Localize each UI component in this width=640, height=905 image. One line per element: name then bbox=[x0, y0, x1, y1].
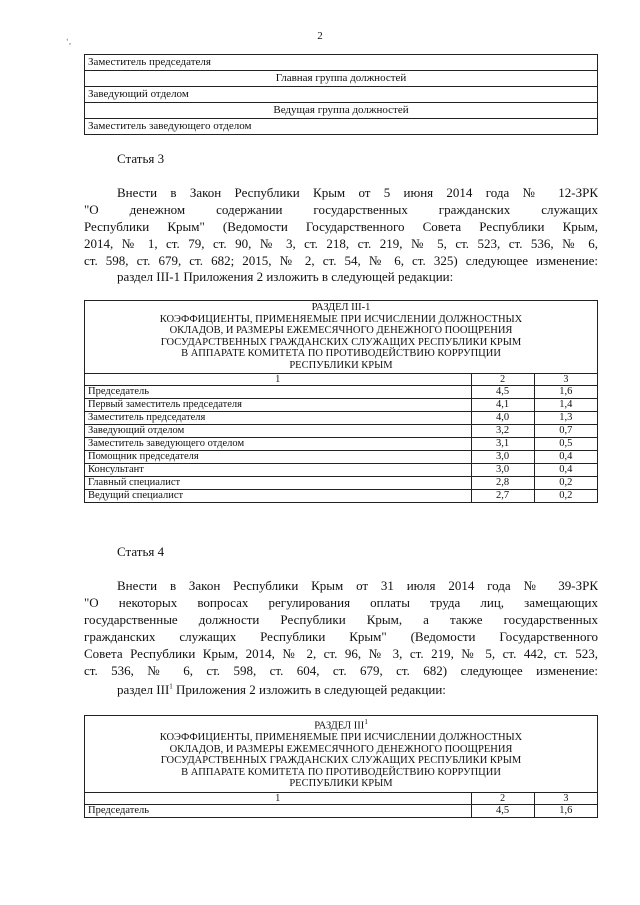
bonus-cell: 1,3 bbox=[534, 412, 597, 425]
article-4-line: Внести в Закон Республики Крым от 31 июля 2014 года № 39-ЗРК bbox=[117, 578, 598, 593]
table-section-number: РАЗДЕЛ III-1 bbox=[311, 302, 371, 313]
table-section-number bbox=[87, 717, 595, 732]
bonus-cell: 0,2 bbox=[534, 477, 597, 490]
table-title-line: ГОСУДАРСТВЕННЫХ ГРАЖДАНСКИХ СЛУЖАЩИХ РЕСПУБЛИКИ КРЫМ bbox=[160, 336, 522, 348]
column-header: 2 bbox=[471, 792, 534, 804]
table-row bbox=[85, 71, 598, 87]
table-row bbox=[85, 399, 598, 412]
bonus-cell: 0,7 bbox=[534, 425, 597, 438]
coefficient-cell: 4,5 bbox=[471, 804, 534, 817]
bonus-cell: 0,5 bbox=[534, 438, 597, 451]
coefficient-cell: 2,8 bbox=[471, 477, 534, 490]
table-row bbox=[85, 477, 598, 490]
section-label: РАЗДЕЛ III bbox=[314, 720, 365, 732]
table-row bbox=[85, 412, 598, 425]
table-title-line: ОКЛАДОВ, И РАЗМЕРЫ ЕЖЕМЕСЯЧНОГО ДЕНЕЖНОГО ПООЩРЕНИЯ bbox=[169, 325, 513, 336]
article-4-line: "О некоторых вопросах регулирования оплаты труда лиц, замещающих bbox=[84, 595, 598, 610]
article-4-line: гражданских служащих Республики Крым" (Ведомости Государственного bbox=[84, 629, 598, 644]
position-cell: Заместитель председателя bbox=[85, 412, 472, 425]
group-heading-cell: Ведущая группа должностей bbox=[85, 103, 598, 119]
table-row bbox=[85, 464, 598, 477]
column-header: 1 bbox=[85, 374, 472, 386]
position-cell: Заместитель заведующего отделом bbox=[85, 438, 472, 451]
superscript: 1 bbox=[364, 718, 368, 726]
column-header: 1 bbox=[85, 792, 472, 804]
table-row bbox=[85, 804, 598, 817]
article-3-line: Республики Крым" (Ведомости Государственного Совета Республики Крым, bbox=[84, 219, 598, 234]
bonus-cell: 1,6 bbox=[534, 804, 597, 817]
table-title-line: В АППАРАТЕ КОМИТЕТА ПО ПРОТИВОДЕЙСТВИЮ КОРРУПЦИИ bbox=[181, 348, 501, 359]
article-3-heading: Статья 3 bbox=[117, 151, 165, 166]
column-header: 3 bbox=[534, 792, 597, 804]
positions-table-continued bbox=[84, 54, 598, 135]
table-row bbox=[85, 425, 598, 438]
table-row bbox=[85, 451, 598, 464]
coefficient-cell: 4,1 bbox=[471, 399, 534, 412]
article-4-line: государственные должности Республики Крым, а также государственных bbox=[84, 612, 598, 627]
superscript: 1 bbox=[169, 682, 173, 691]
table-row bbox=[85, 103, 598, 119]
coefficient-cell: 2,7 bbox=[471, 490, 534, 503]
bonus-cell: 1,4 bbox=[534, 399, 597, 412]
table-title-cell bbox=[85, 716, 598, 793]
table-row bbox=[85, 438, 598, 451]
table-cell: Заместитель заведующего отделом bbox=[85, 119, 598, 135]
coefficient-cell: 4,5 bbox=[471, 386, 534, 399]
table-title-line: РЕСПУБЛИКИ КРЫМ bbox=[289, 778, 393, 789]
article-4-heading: Статья 4 bbox=[117, 544, 165, 559]
bonus-cell: 0,4 bbox=[534, 464, 597, 477]
position-cell: Первый заместитель председателя bbox=[85, 399, 472, 412]
table-title-line: КОЭФФИЦИЕНТЫ, ПРИМЕНЯЕМЫЕ ПРИ ИСЧИСЛЕНИИ ДОЛЖНОСТНЫХ bbox=[159, 732, 523, 743]
article-3-line: Внести в Закон Республики Крым от 5 июня 2014 года № 12-ЗРК bbox=[117, 185, 598, 200]
table-row bbox=[85, 55, 598, 71]
table-row bbox=[85, 87, 598, 103]
position-cell: Председатель bbox=[85, 386, 472, 399]
bonus-cell: 0,4 bbox=[534, 451, 597, 464]
table-title-line: ОКЛАДОВ, И РАЗМЕРЫ ЕЖЕМЕСЯЧНОГО ДЕНЕЖНОГО ПООЩРЕНИЯ bbox=[169, 743, 513, 755]
coefficient-cell: 4,0 bbox=[471, 412, 534, 425]
table-row bbox=[85, 386, 598, 399]
position-cell: Консультант bbox=[85, 464, 472, 477]
table-title-line: КОЭФФИЦИЕНТЫ, ПРИМЕНЯЕМЫЕ ПРИ ИСЧИСЛЕНИИ ДОЛЖНОСТНЫХ bbox=[159, 313, 523, 325]
table-title-cell bbox=[85, 301, 598, 374]
article-4-instruction bbox=[117, 682, 446, 698]
article-3-instruction: раздел III-1 Приложения 2 изложить в следующей редакции: bbox=[117, 269, 454, 284]
coefficients-table-3-sup1 bbox=[84, 715, 598, 818]
table-title-line: РЕСПУБЛИКИ КРЫМ bbox=[289, 359, 393, 371]
scan-mark: ‘‚ bbox=[66, 37, 72, 46]
position-cell: Ведущий специалист bbox=[85, 490, 472, 503]
column-header: 2 bbox=[471, 374, 534, 386]
table-title-line: ГОСУДАРСТВЕННЫХ ГРАЖДАНСКИХ СЛУЖАЩИХ РЕСПУБЛИКИ КРЫМ bbox=[160, 755, 522, 766]
coefficients-table-3-1 bbox=[84, 300, 598, 503]
table-row bbox=[85, 490, 598, 503]
article-4-body bbox=[84, 577, 598, 679]
position-cell: Заведующий отделом bbox=[85, 425, 472, 438]
article-3-line: "О денежном содержании государственных гражданских служащих bbox=[84, 202, 598, 217]
article-4-line: Совета Республики Крым, 2014, № 2, ст. 96, № 3, ст. 219, № 5, ст. 442, ст. 523, bbox=[84, 646, 598, 661]
coefficient-cell: 3,0 bbox=[471, 451, 534, 464]
page-number: 2 bbox=[317, 30, 323, 42]
instruction-text: раздел III bbox=[117, 682, 170, 697]
bonus-cell: 1,6 bbox=[534, 386, 597, 399]
table-title-line: В АППАРАТЕ КОМИТЕТА ПО ПРОТИВОДЕЙСТВИЮ КОРРУПЦИИ bbox=[181, 766, 501, 778]
table-row bbox=[85, 119, 598, 135]
table-cell: Заместитель председателя bbox=[85, 55, 598, 71]
article-4-line: ст. 536, № 6, ст. 598, ст. 604, ст. 679, ст. 682) следующее изменение: bbox=[84, 663, 598, 678]
position-cell: Помощник председателя bbox=[85, 451, 472, 464]
bonus-cell: 0,2 bbox=[534, 490, 597, 503]
instruction-text: Приложения 2 изложить в следующей редакции: bbox=[172, 682, 446, 697]
coefficient-cell: 3,0 bbox=[471, 464, 534, 477]
article-3-line: ст. 598, ст. 679, ст. 682; 2015, № 2, ст. 54, № 6, ст. 325) следующее изменение: bbox=[84, 253, 598, 268]
position-cell: Главный специалист bbox=[85, 477, 472, 490]
coefficient-cell: 3,1 bbox=[471, 438, 534, 451]
column-header: 3 bbox=[534, 374, 597, 386]
article-3-line: 2014, № 1, ст. 79, ст. 90, № 3, ст. 218, ст. 219, № 5, ст. 523, ст. 536, № 6, bbox=[84, 236, 598, 251]
position-cell: Председатель bbox=[85, 804, 472, 817]
group-heading-cell: Главная группа должностей bbox=[85, 71, 598, 87]
article-3-body bbox=[84, 184, 598, 269]
coefficient-cell: 3,2 bbox=[471, 425, 534, 438]
table-cell: Заведующий отделом bbox=[85, 87, 598, 103]
